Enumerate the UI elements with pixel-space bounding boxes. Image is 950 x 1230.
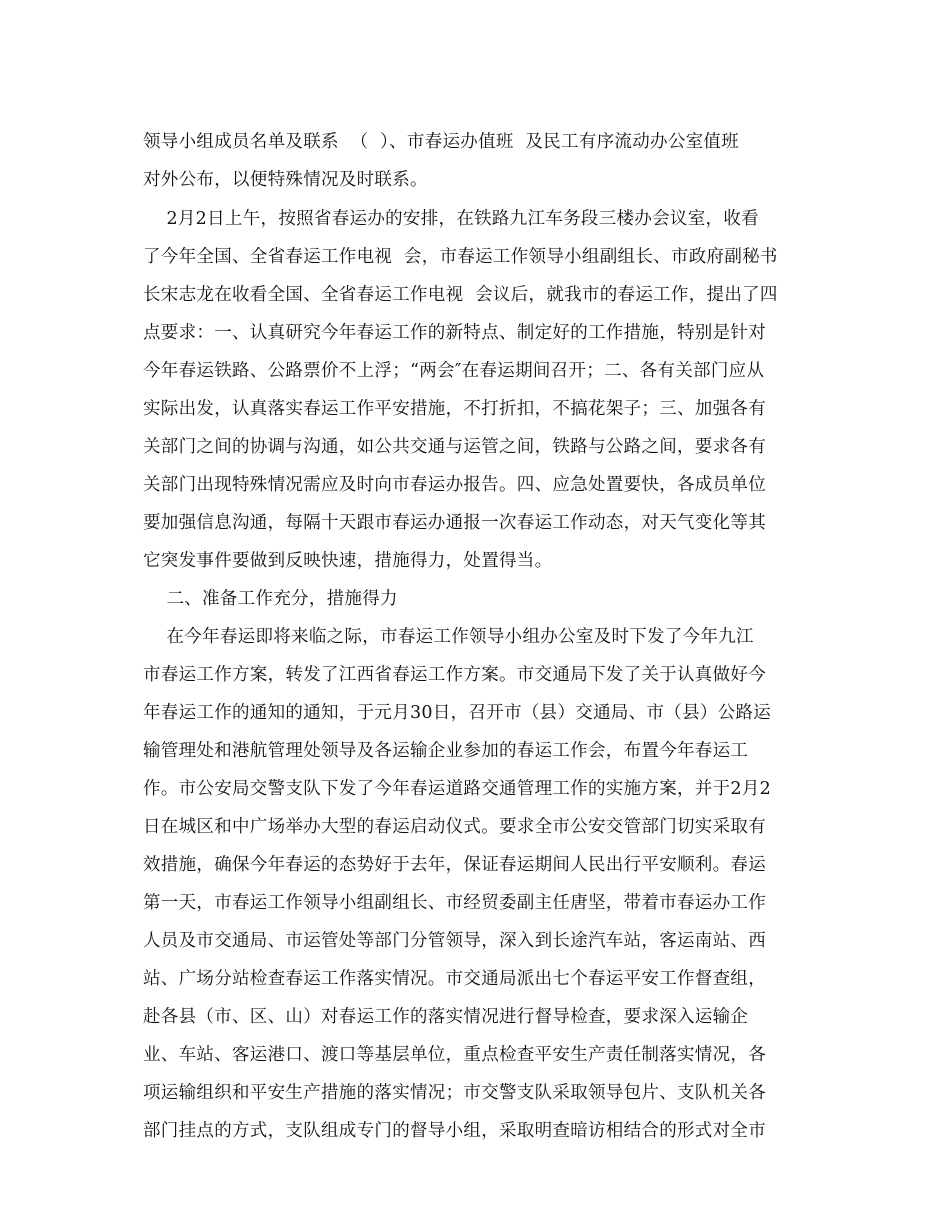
text-line: 项运输组织和平安生产措施的落实情况；市交警支队采取领导包片、支队机关各	[143, 1083, 766, 1103]
section-heading: 二、准备工作充分，措施得力	[143, 589, 398, 609]
text-line: 日在城区和中广场举办大型的春运启动仪式。要求全市公安交管部门切实采取有	[143, 817, 766, 837]
text-line: 了今年全国、全省春运工作电视 会，市春运工作领导小组副组长、市政府副秘书	[143, 247, 778, 267]
text-line: 人员及市交通局、市运管处等部门分管领导，深入到长途汽车站，客运南站、西	[143, 931, 766, 951]
text-line: 点要求：一、认真研究今年春运工作的新特点、制定好的工作措施，特别是针对	[143, 323, 766, 343]
text-line: 第一天，市春运工作领导小组副组长、市经贸委副主任唐坚，带着市春运办工作	[143, 893, 766, 913]
text-line: 赴各县（市、区、山）对春运工作的落实情况进行督导检查，要求深入运输企	[143, 1007, 749, 1027]
text-line: 部门挂点的方式，支队组成专门的督导小组，采取明查暗访相结合的形式对全市	[143, 1121, 766, 1141]
text-line: 业、车站、客运港口、渡口等基层单位，重点检查平安生产责任制落实情况，各	[143, 1045, 766, 1065]
text-line: 今年春运铁路、公路票价不上浮；“两会″在春运期间召开；二、各有关部门应从	[143, 361, 765, 381]
text-line: 关部门之间的协调与沟通，如公共交通与运管之间，铁路与公路之间，要求各有	[143, 437, 766, 457]
text-line: 关部门出现特殊情况需应及时向市春运办报告。四、应急处置要快，各成员单位	[143, 475, 766, 495]
text-line: 输管理处和港航管理处领导及各运输企业参加的春运工作会，布置今年春运工	[143, 741, 749, 761]
text-line: 要加强信息沟通，每隔十天跟市春运办通报一次春运工作动态，对天气变化等其	[143, 513, 766, 533]
text-line: 效措施，确保今年春运的态势好于去年，保证春运期间人民出行平安顺利。春运	[143, 855, 766, 875]
text-line: 领导小组成员名单及联系 （ ）、市春运办值班 及民工有序流动办公室值班	[143, 132, 740, 152]
text-line: 年春运工作的通知的通知，于元月30日，召开市（县）交通局、市（县）公路运	[143, 703, 772, 723]
text-line: 实际出发，认真落实春运工作平安措施，不打折扣，不搞花架子；三、加强各有	[143, 399, 766, 419]
text-line: 市春运工作方案，转发了江西省春运工作方案。市交通局下发了关于认真做好今	[143, 665, 766, 685]
text-line: 站、广场分站检查春运工作落实情况。市交通局派出七个春运平安工作督查组，	[143, 969, 766, 989]
text-line: 2月2日上午，按照省春运办的安排，在铁路九江车务段三楼办会议室，收看	[143, 209, 759, 229]
text-line: 对外公布，以便特殊情况及时联系。	[143, 170, 428, 190]
text-line: 它突发事件要做到反映快速，措施得力，处置得当。	[143, 551, 553, 571]
text-line: 长宋志龙在收看全国、全省春运工作电视 会议后，就我市的春运工作，提出了四	[143, 285, 778, 305]
text-line: 在今年春运即将来临之际，市春运工作领导小组办公室及时下发了今年九江	[143, 627, 754, 647]
text-line: 作。市公安局交警支队下发了今年春运道路交通管理工作的实施方案，并于2月2	[143, 779, 772, 799]
